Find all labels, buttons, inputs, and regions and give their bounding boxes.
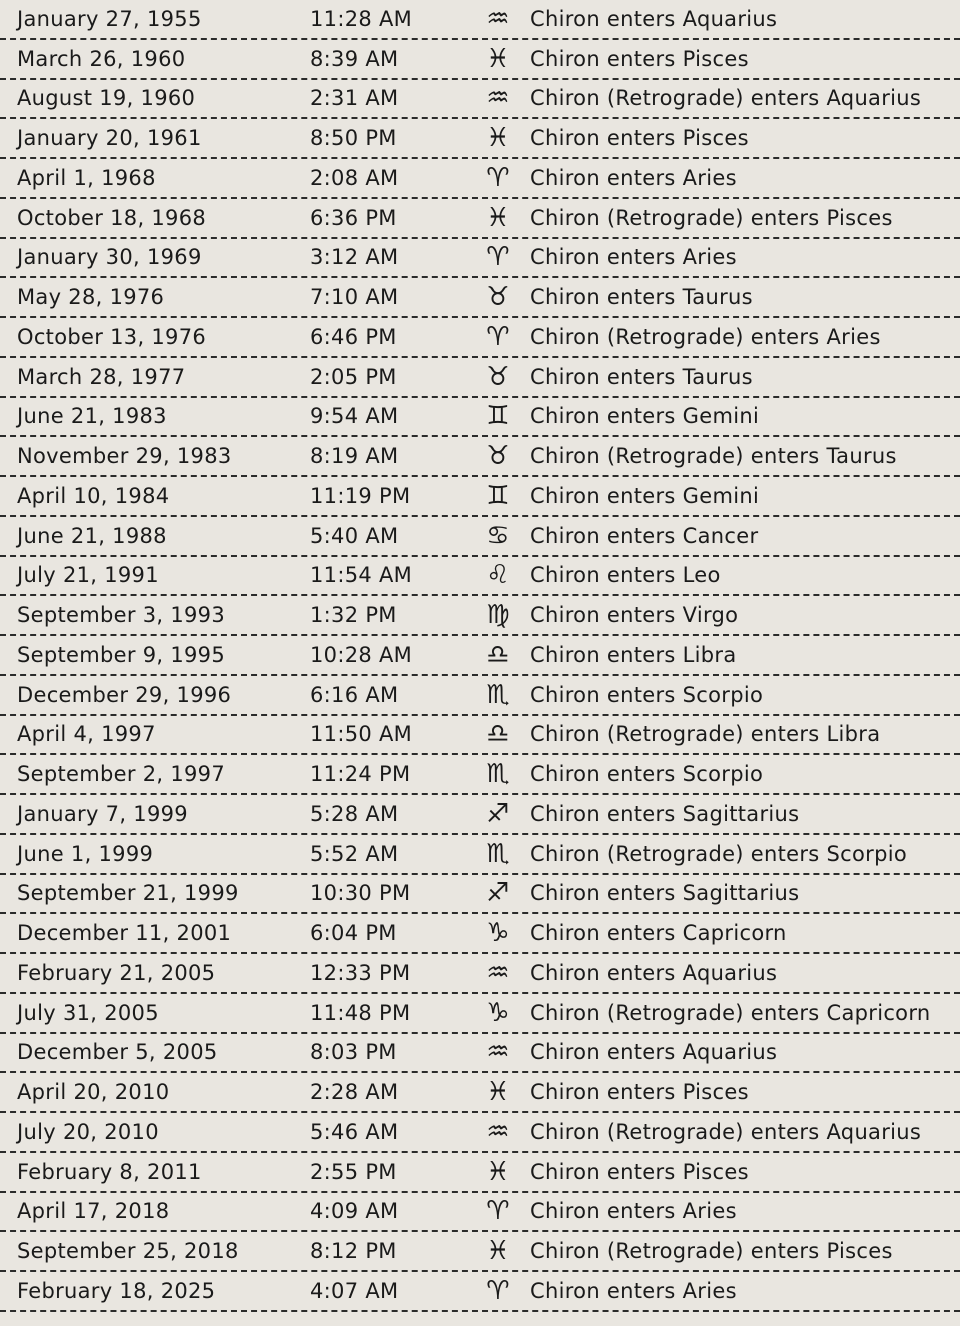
date-cell: June 21, 1983: [17, 404, 167, 429]
table-row: [0, 437, 960, 477]
event-cell: Chiron enters Aries: [530, 165, 737, 190]
date-cell: January 27, 1955: [17, 6, 202, 31]
time-cell: 2:05 PM: [310, 364, 397, 389]
capricorn-icon: ♑︎: [486, 997, 510, 1028]
date-cell: July 20, 2010: [17, 1119, 159, 1144]
event-cell: Chiron enters Pisces: [530, 1080, 749, 1105]
time-cell: 6:46 PM: [310, 324, 397, 349]
date-cell: May 28, 1976: [17, 285, 165, 310]
table-row: [0, 278, 960, 318]
table-row: [0, 1073, 960, 1113]
date-cell: February 21, 2005: [17, 960, 216, 985]
table-row: [0, 1232, 960, 1272]
table-row: [0, 517, 960, 557]
time-cell: 8:12 PM: [310, 1239, 397, 1264]
time-cell: 3:12 AM: [310, 245, 399, 270]
date-cell: December 29, 1996: [17, 682, 232, 707]
date-cell: August 19, 1960: [17, 86, 196, 111]
table-row: [0, 835, 960, 875]
event-cell: Chiron enters Virgo: [530, 603, 739, 628]
table-row: [0, 914, 960, 954]
table-row: [0, 716, 960, 756]
event-cell: Chiron enters Taurus: [530, 285, 753, 310]
time-cell: 11:19 PM: [310, 483, 411, 508]
table-row: [0, 0, 960, 40]
date-cell: December 5, 2005: [17, 1040, 218, 1065]
table-row: [0, 557, 960, 597]
sagittarius-icon: ♐︎: [486, 878, 510, 909]
aquarius-icon: ♒︎: [486, 1037, 510, 1068]
event-cell: Chiron enters Aquarius: [530, 960, 778, 985]
date-cell: September 25, 2018: [17, 1239, 239, 1264]
aquarius-icon: ♒︎: [486, 3, 510, 34]
time-cell: 6:16 AM: [310, 682, 399, 707]
time-cell: 6:04 PM: [310, 921, 397, 946]
pisces-icon: ♓︎: [486, 1156, 510, 1187]
time-cell: 11:24 PM: [310, 762, 411, 787]
aries-icon: ♈︎: [486, 1275, 510, 1306]
time-cell: 11:28 AM: [310, 6, 413, 31]
date-cell: February 8, 2011: [17, 1159, 202, 1184]
table-row: [0, 954, 960, 994]
event-cell: Chiron enters Cancer: [530, 523, 759, 548]
time-cell: 8:19 AM: [310, 444, 399, 469]
date-cell: June 21, 1988: [17, 523, 167, 548]
date-cell: September 3, 1993: [17, 603, 226, 628]
date-cell: December 11, 2001: [17, 921, 232, 946]
date-cell: April 4, 1997: [17, 722, 156, 747]
aries-icon: ♈︎: [486, 1196, 510, 1227]
pisces-icon: ♓︎: [486, 202, 510, 233]
date-cell: October 18, 1968: [17, 205, 207, 230]
time-cell: 9:54 AM: [310, 404, 399, 429]
table-row: [0, 795, 960, 835]
event-cell: Chiron enters Aquarius: [530, 6, 778, 31]
event-cell: Chiron enters Aries: [530, 1199, 737, 1224]
time-cell: 10:30 PM: [310, 881, 411, 906]
libra-icon: ♎︎: [486, 719, 510, 750]
table-row: [0, 755, 960, 795]
event-cell: Chiron enters Sagittarius: [530, 881, 800, 906]
table-row: [0, 159, 960, 199]
table-row: [0, 596, 960, 636]
aries-icon: ♈︎: [486, 162, 510, 193]
table-row: [0, 994, 960, 1034]
event-cell: Chiron enters Leo: [530, 563, 721, 588]
event-cell: Chiron (Retrograde) enters Scorpio: [530, 841, 907, 866]
table-row: [0, 676, 960, 716]
table-row: [0, 239, 960, 279]
table-row: [0, 477, 960, 517]
aquarius-icon: ♒︎: [486, 957, 510, 988]
date-cell: February 18, 2025: [17, 1278, 216, 1303]
time-cell: 2:55 PM: [310, 1159, 397, 1184]
taurus-icon: ♉︎: [486, 282, 510, 313]
event-cell: Chiron (Retrograde) enters Pisces: [530, 205, 893, 230]
date-cell: April 17, 2018: [17, 1199, 170, 1224]
event-cell: Chiron enters Aquarius: [530, 1040, 778, 1065]
table-row: [0, 1193, 960, 1233]
time-cell: 5:40 AM: [310, 523, 399, 548]
date-cell: July 31, 2005: [17, 1000, 159, 1025]
time-cell: 10:28 AM: [310, 642, 413, 667]
libra-icon: ♎︎: [486, 639, 510, 670]
time-cell: 4:09 AM: [310, 1199, 399, 1224]
time-cell: 8:50 PM: [310, 126, 397, 151]
table-row: [0, 398, 960, 438]
time-cell: 6:36 PM: [310, 205, 397, 230]
sagittarius-icon: ♐︎: [486, 798, 510, 829]
date-cell: April 10, 1984: [17, 483, 170, 508]
event-cell: Chiron enters Sagittarius: [530, 801, 800, 826]
time-cell: 4:07 AM: [310, 1278, 399, 1303]
time-cell: 1:32 PM: [310, 603, 397, 628]
table-row: [0, 40, 960, 80]
event-cell: Chiron (Retrograde) enters Pisces: [530, 1239, 893, 1264]
date-cell: January 30, 1969: [17, 245, 202, 270]
scorpio-icon: ♏︎: [486, 838, 510, 869]
event-cell: Chiron enters Capricorn: [530, 921, 787, 946]
event-cell: Chiron enters Pisces: [530, 1159, 749, 1184]
event-cell: Chiron enters Gemini: [530, 404, 760, 429]
table-row: [0, 358, 960, 398]
event-cell: Chiron (Retrograde) enters Aries: [530, 324, 881, 349]
pisces-icon: ♓︎: [486, 1236, 510, 1267]
taurus-icon: ♉︎: [486, 361, 510, 392]
event-cell: Chiron (Retrograde) enters Aquarius: [530, 1119, 922, 1144]
scorpio-icon: ♏︎: [486, 679, 510, 710]
date-cell: June 1, 1999: [17, 841, 154, 866]
aquarius-icon: ♒︎: [486, 83, 510, 114]
event-cell: Chiron enters Libra: [530, 642, 737, 667]
event-cell: Chiron enters Aries: [530, 245, 737, 270]
event-cell: Chiron (Retrograde) enters Capricorn: [530, 1000, 931, 1025]
time-cell: 5:28 AM: [310, 801, 399, 826]
event-cell: Chiron enters Pisces: [530, 46, 749, 71]
date-cell: April 1, 1968: [17, 165, 156, 190]
event-cell: Chiron enters Scorpio: [530, 682, 764, 707]
date-cell: January 7, 1999: [17, 801, 188, 826]
time-cell: 11:54 AM: [310, 563, 413, 588]
event-cell: Chiron enters Taurus: [530, 364, 753, 389]
time-cell: 2:31 AM: [310, 86, 399, 111]
time-cell: 2:28 AM: [310, 1080, 399, 1105]
date-cell: September 21, 1999: [17, 881, 239, 906]
table-row: [0, 1153, 960, 1193]
time-cell: 5:52 AM: [310, 841, 399, 866]
time-cell: 7:10 AM: [310, 285, 399, 310]
date-cell: January 20, 1961: [17, 126, 202, 151]
event-cell: Chiron (Retrograde) enters Libra: [530, 722, 881, 747]
event-cell: Chiron (Retrograde) enters Taurus: [530, 444, 897, 469]
event-cell: Chiron (Retrograde) enters Aquarius: [530, 86, 922, 111]
date-cell: September 9, 1995: [17, 642, 226, 667]
table-row: [0, 318, 960, 358]
table-row: [0, 1113, 960, 1153]
aries-icon: ♈︎: [486, 321, 510, 352]
time-cell: 8:39 AM: [310, 46, 399, 71]
time-cell: 11:50 AM: [310, 722, 413, 747]
virgo-icon: ♍︎: [486, 600, 510, 631]
date-cell: October 13, 1976: [17, 324, 207, 349]
event-cell: Chiron enters Scorpio: [530, 762, 764, 787]
date-cell: March 28, 1977: [17, 364, 186, 389]
table-row: [0, 636, 960, 676]
date-cell: November 29, 1983: [17, 444, 232, 469]
gemini-icon: ♊︎: [486, 480, 510, 511]
time-cell: 11:48 PM: [310, 1000, 411, 1025]
capricorn-icon: ♑︎: [486, 918, 510, 949]
pisces-icon: ♓︎: [486, 43, 510, 74]
scorpio-icon: ♏︎: [486, 759, 510, 790]
event-cell: Chiron enters Pisces: [530, 126, 749, 151]
leo-icon: ♌︎: [486, 560, 510, 591]
table-row: [0, 1034, 960, 1074]
pisces-icon: ♓︎: [486, 123, 510, 154]
pisces-icon: ♓︎: [486, 1077, 510, 1108]
event-cell: Chiron enters Aries: [530, 1278, 737, 1303]
table-row: [0, 875, 960, 915]
cancer-icon: ♋︎: [486, 520, 510, 551]
time-cell: 5:46 AM: [310, 1119, 399, 1144]
aries-icon: ♈︎: [486, 242, 510, 273]
date-cell: July 21, 1991: [17, 563, 159, 588]
taurus-icon: ♉︎: [486, 441, 510, 472]
table-row: [0, 119, 960, 159]
gemini-icon: ♊︎: [486, 401, 510, 432]
aquarius-icon: ♒︎: [486, 1116, 510, 1147]
table-row: [0, 199, 960, 239]
event-cell: Chiron enters Gemini: [530, 483, 760, 508]
table-row: [0, 1272, 960, 1312]
date-cell: April 20, 2010: [17, 1080, 170, 1105]
date-cell: September 2, 1997: [17, 762, 226, 787]
time-cell: 8:03 PM: [310, 1040, 397, 1065]
time-cell: 2:08 AM: [310, 165, 399, 190]
time-cell: 12:33 PM: [310, 960, 411, 985]
date-cell: March 26, 1960: [17, 46, 186, 71]
table-row: [0, 80, 960, 120]
